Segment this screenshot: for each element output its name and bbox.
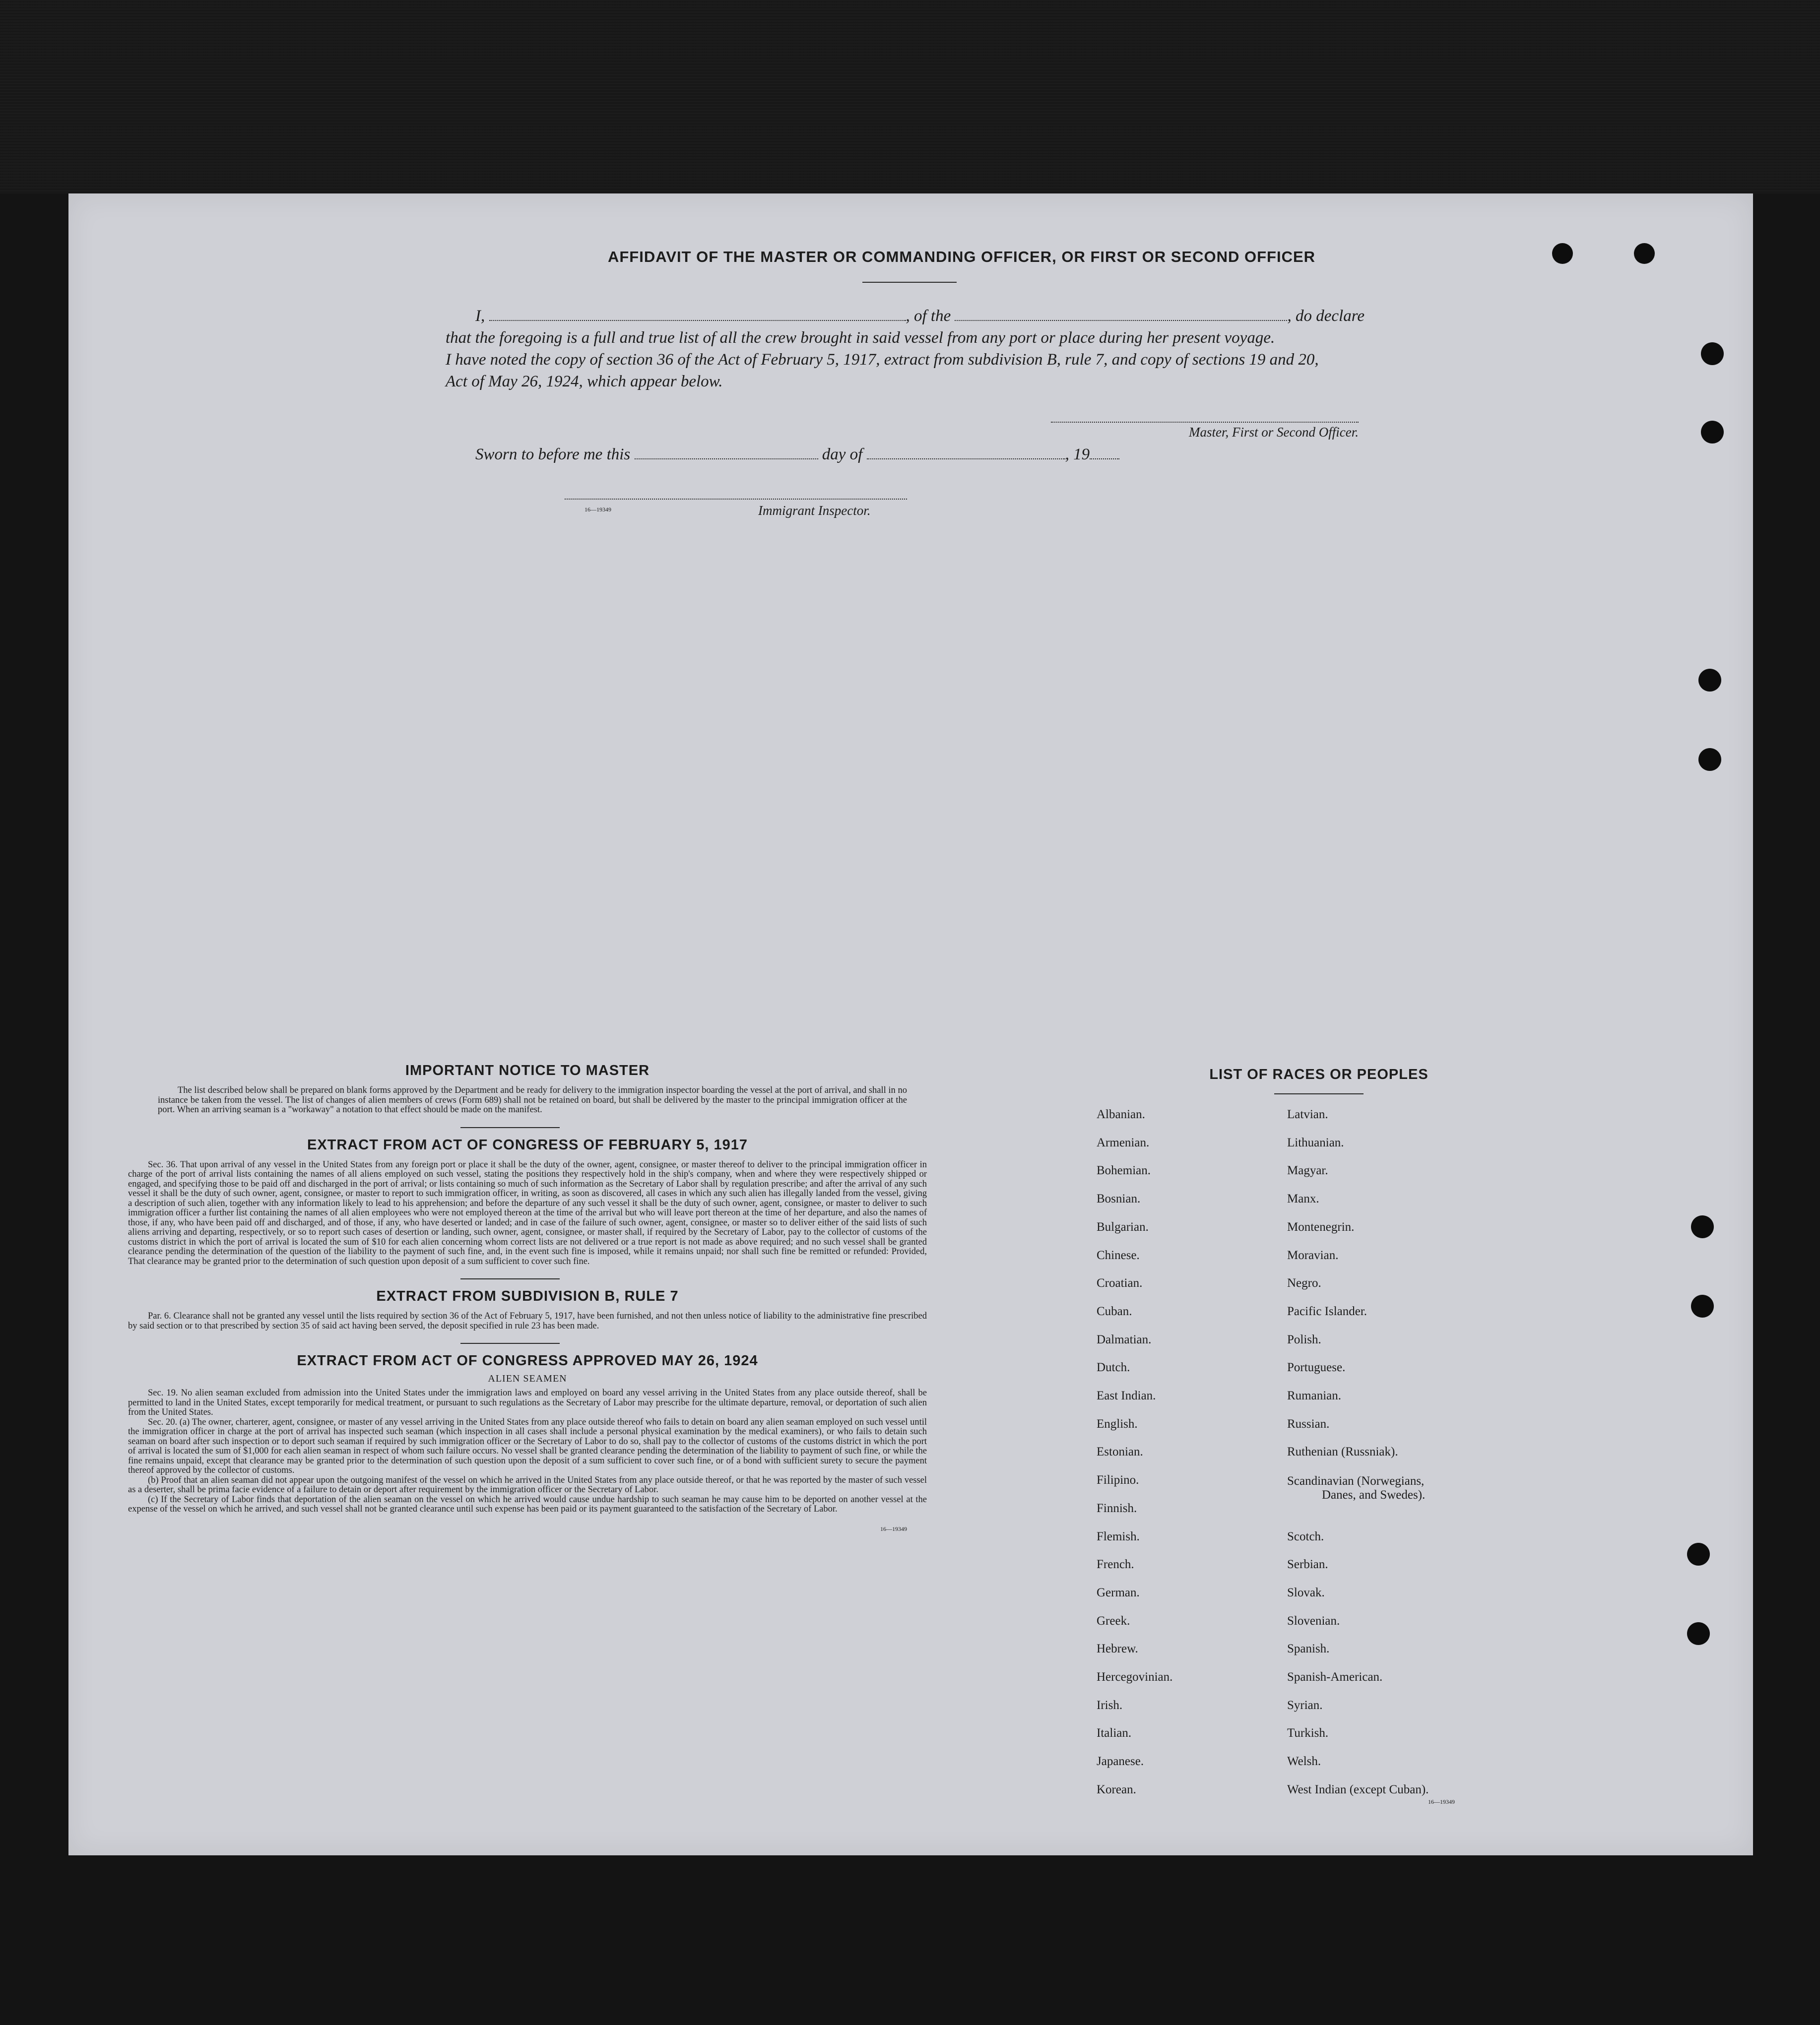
race-item: Turkish. — [1287, 1726, 1329, 1740]
sworn-year-field[interactable] — [1090, 458, 1119, 459]
race-item: Bulgarian. — [1097, 1220, 1149, 1234]
race-item: Pacific Islander. — [1287, 1304, 1367, 1318]
extract-1924-sec20b: (b) Proof that an alien seaman did not appear upon the outgoing manifest of the vessel on which he arrived in the United States from any place outside thereof, or that he was reported by the master of such vessel as a deserter, shall be prima facie evidence of a failure to detain or deport after requirement by the immigration officer or the Secretary of Labor. — [128, 1475, 927, 1495]
race-item: Portuguese. — [1287, 1361, 1346, 1375]
inspector-label: Immigrant Inspector. — [758, 503, 871, 518]
sworn-month-field[interactable] — [867, 458, 1065, 459]
affidavit-line-3: I have noted the copy of section 36 of the Act of February 5, 1917, extract from subdivision B, rule 7, and copy of sections 19 and 20, — [446, 351, 1319, 369]
punch-hole — [1698, 669, 1721, 692]
affidavit-text — [446, 305, 1438, 392]
affidavit-line-2: that the foregoing is a full and true list of all the crew brought in said vessel from any port or place during her present voyage. — [446, 329, 1275, 347]
race-item: Scotch. — [1287, 1529, 1324, 1543]
punch-hole — [1698, 748, 1721, 771]
signature-line[interactable] — [1051, 422, 1359, 423]
notice-title: IMPORTANT NOTICE TO MASTER — [405, 1063, 650, 1078]
extract-1924-title: EXTRACT FROM ACT OF CONGRESS APPROVED MAY 26, 1924 — [297, 1353, 758, 1369]
race-item: Finnish. — [1097, 1501, 1137, 1515]
race-item: Chinese. — [1097, 1248, 1140, 1262]
race-item: Albanian. — [1097, 1108, 1145, 1121]
races-title: LIST OF RACES OR PEOPLES — [1209, 1067, 1429, 1082]
race-item: Moravian. — [1287, 1248, 1339, 1262]
affidavit-line-4: Act of May 26, 1924, which appear below. — [446, 373, 723, 390]
race-item: Bohemian. — [1097, 1164, 1151, 1178]
race-item: Flemish. — [1097, 1529, 1140, 1543]
race-item: Cuban. — [1097, 1304, 1132, 1318]
form-code: 16—19349 — [585, 506, 611, 513]
punch-hole — [1701, 421, 1724, 443]
race-item: Korean. — [1097, 1782, 1136, 1796]
notice-form-code: 16—19349 — [880, 1525, 907, 1532]
sworn-day-field[interactable] — [635, 458, 818, 459]
punch-hole — [1701, 342, 1724, 365]
race-item: Japanese. — [1097, 1755, 1144, 1769]
race-item: Slovenian. — [1287, 1614, 1340, 1628]
race-item: Slovak. — [1287, 1585, 1325, 1599]
race-item: Spanish-American. — [1287, 1670, 1383, 1684]
race-item: English. — [1097, 1417, 1138, 1431]
race-item: Serbian. — [1287, 1558, 1328, 1572]
extract-1924-subtitle: ALIEN SEAMEN — [488, 1373, 567, 1384]
race-item: Montenegrin. — [1287, 1220, 1355, 1234]
race-item: Armenian. — [1097, 1136, 1150, 1149]
punch-hole — [1687, 1543, 1710, 1566]
race-item: Latvian. — [1287, 1108, 1328, 1121]
vessel-name-field[interactable] — [955, 320, 1287, 321]
extract-1924-sec20c: (c) If the Secretary of Labor finds that deportation of the alien seaman on the vessel on which he arrived would cause undue hardship to such seaman he may cause him to be deported on another vessel at the expense of the vessel on which he arrived, and such vessel shall not be granted clearance until such expense has been paid or its payment guaranteed to the satisfaction of the Secretary of Labor. — [128, 1494, 927, 1514]
section-divider — [460, 1278, 560, 1279]
race-item: Estonian. — [1097, 1445, 1143, 1459]
race-item: Bosnian. — [1097, 1192, 1141, 1206]
extract-rule7-title: EXTRACT FROM SUBDIVISION B, RULE 7 — [376, 1288, 679, 1304]
race-item: Welsh. — [1287, 1755, 1321, 1769]
race-item: Manx. — [1287, 1192, 1319, 1206]
race-item: Danes, and Swedes). — [1322, 1488, 1426, 1502]
title-divider — [862, 282, 957, 283]
punch-hole — [1687, 1622, 1710, 1645]
race-item: Lithuanian. — [1287, 1136, 1344, 1149]
race-item: Greek. — [1097, 1614, 1130, 1628]
affidavit-line-1: I, , of the , do declare — [475, 307, 1365, 325]
race-item: Dutch. — [1097, 1361, 1130, 1375]
race-item: Magyar. — [1287, 1164, 1328, 1178]
punch-hole — [1691, 1295, 1714, 1318]
race-item: Spanish. — [1287, 1642, 1330, 1656]
race-item: West Indian (except Cuban). — [1287, 1782, 1429, 1796]
race-item: Hercegovinian. — [1097, 1670, 1173, 1684]
race-item: Syrian. — [1287, 1698, 1323, 1712]
race-item: Croatian. — [1097, 1276, 1143, 1290]
race-item: Negro. — [1287, 1276, 1321, 1290]
race-item: Rumanian. — [1287, 1389, 1342, 1402]
signature-label: Master, First or Second Officer. — [1189, 425, 1359, 440]
punch-hole — [1634, 243, 1655, 264]
race-item: Hebrew. — [1097, 1642, 1138, 1656]
sworn-statement: Sworn to before me this day of , 19 — [475, 445, 1220, 464]
document-page — [68, 193, 1753, 1855]
race-item: Scandinavian (Norwegians, — [1287, 1474, 1425, 1488]
section-divider — [460, 1343, 560, 1344]
races-title-divider — [1274, 1093, 1364, 1094]
race-item: Irish. — [1097, 1698, 1123, 1712]
race-item: Dalmatian. — [1097, 1332, 1152, 1346]
punch-hole — [1552, 243, 1573, 264]
race-item: Russian. — [1287, 1417, 1330, 1431]
race-item: Filipino. — [1097, 1473, 1139, 1487]
race-item: Italian. — [1097, 1726, 1132, 1740]
extract-1917-title: EXTRACT FROM ACT OF CONGRESS OF FEBRUARY 5, 1917 — [307, 1137, 748, 1153]
races-form-code: 16—19349 — [1428, 1798, 1455, 1805]
race-item: French. — [1097, 1558, 1134, 1572]
inspector-signature-line[interactable] — [565, 499, 907, 500]
master-name-field[interactable] — [489, 320, 906, 321]
extract-1924-sec20a: Sec. 20. (a) The owner, charterer, agent, consignee, or master of any vessel arriving in the United States from any place outside thereof who fails to detain on board any alien seaman employed on such vessel until the immigration officer in charge at the port of arrival has inspected such seaman (which inspection in all cases shall include a personal physical examination by the medical examiners), or who fails to detain such seaman on board after such inspection or to deport such seaman if required by such immigration officer or the Secretary of Labor to do so, shall pay to the collector of customs of the customs district in which the port of arrival is located the sum of $1,000 for each alien seaman in respect of whom such failure occurs. No vessel shall be granted clearance pending the determination of the liability to payment of such fine, or while the fine remains unpaid, except that clearance may be granted prior to the determination of such question upon the deposit of a sum sufficient to cover such fine, or of a bond with sufficient surety to secure the payment thereof approved by the collector of customs. — [128, 1417, 927, 1475]
race-item: Polish. — [1287, 1332, 1321, 1346]
race-item: East Indian. — [1097, 1389, 1156, 1402]
extract-1924-sec19: Sec. 19. No alien seaman excluded from admission into the United States under the immigration laws and employed on board any vessel arriving in the United States from any place outside thereof, shall be permitted to land in the United States, except temporarily for medical treatment, or pursuant to such regulations as the Secretary of Labor may prescribe for the ultimate departure, removal, or deportation of such alien from the United States. — [128, 1388, 927, 1417]
punch-hole — [1691, 1215, 1714, 1238]
extract-rule7-body: Par. 6. Clearance shall not be granted any vessel until the lists required by section 36 of the Act of February 5, 1917, have been furnished, and not then unless notice of liability to the administrative fine prescribed by said section or to that prescribed by section 35 of said act having been served, the deposit specified in rule 23 has been made. — [128, 1311, 927, 1331]
race-item: German. — [1097, 1585, 1140, 1599]
affidavit-title: AFFIDAVIT OF THE MASTER OR COMMANDING OFFICER, OR FIRST OR SECOND OFFICER — [607, 248, 1316, 265]
notice-section — [128, 1063, 927, 1533]
notice-body: The list described below shall be prepared on blank forms approved by the Department and be ready for delivery to the immigration inspector boarding the vessel at the port of arrival, and shall in no instance be taken from the vessel. The list of changes of alien members of crews (Form 689) shall not be retained on board, but shall be delivered by the master to the principal immigration officer at the port. When an arriving seaman is a "workaway" a notation to that effect should be made on the manifest. — [158, 1085, 907, 1115]
section-divider — [460, 1127, 560, 1128]
extract-1917-body: Sec. 36. That upon arrival of any vessel in the United States from any foreign port or place it shall be the duty of the owner, agent, consignee, or master thereof to deliver to the principal immigration officer in charge of the port of arrival lists containing the names of all aliens employed on such vessel, stating the positions they respectively hold in the ship's company, when and where they were respectively shipped or engaged, and specifying those to be paid off and discharged in the port of arrival; or lists containing so much of such information as the Secretary of Labor shall by regulation prescribe; and after the arrival of any such vessel it shall be the duty of such owner, agent, consignee, or master to report to such immigration officer, in writing, as soon as discovered, all cases in which any such alien has illegally landed from the vessel, giving a description of such alien, together with any information likely to lead to his apprehension; and before the departure of any such vessel it shall be the duty of such owner, agent, consignee, or master to deliver to such immigration officer a further list containing the names of all alien employees who were not employed thereon at the time of the arrival but who will leave port thereon at the time of her departure, and also the names of those, if any, who have been paid off and discharged, and of those, if any, who have deserted or landed; and in case of the failure of such owner, agent, consignee, or master so to deliver either of the said lists of such aliens arriving and departing, respectively, or so to report such cases of desertion or landing, such owner, agent, consignee, or master shall, if required by the Secretary of Labor, pay to the collector of customs of the customs district in which the port of arrival is located the sum of $10 for each alien concerning whom correct lists are not delivered or a true report is not made as above required; and no such vessel shall be granted clearance pending the determination of the question of the liability to the payment of such fine, and, in the event such fine is imposed, while it remains unpaid; nor shall such fine be remitted or refunded: Provided, That clearance may be granted prior to the determination of such question upon deposit of a sum sufficient to cover such fine. — [128, 1159, 927, 1266]
scan-background — [0, 0, 1820, 193]
race-item: Ruthenian (Russniak). — [1287, 1445, 1398, 1459]
